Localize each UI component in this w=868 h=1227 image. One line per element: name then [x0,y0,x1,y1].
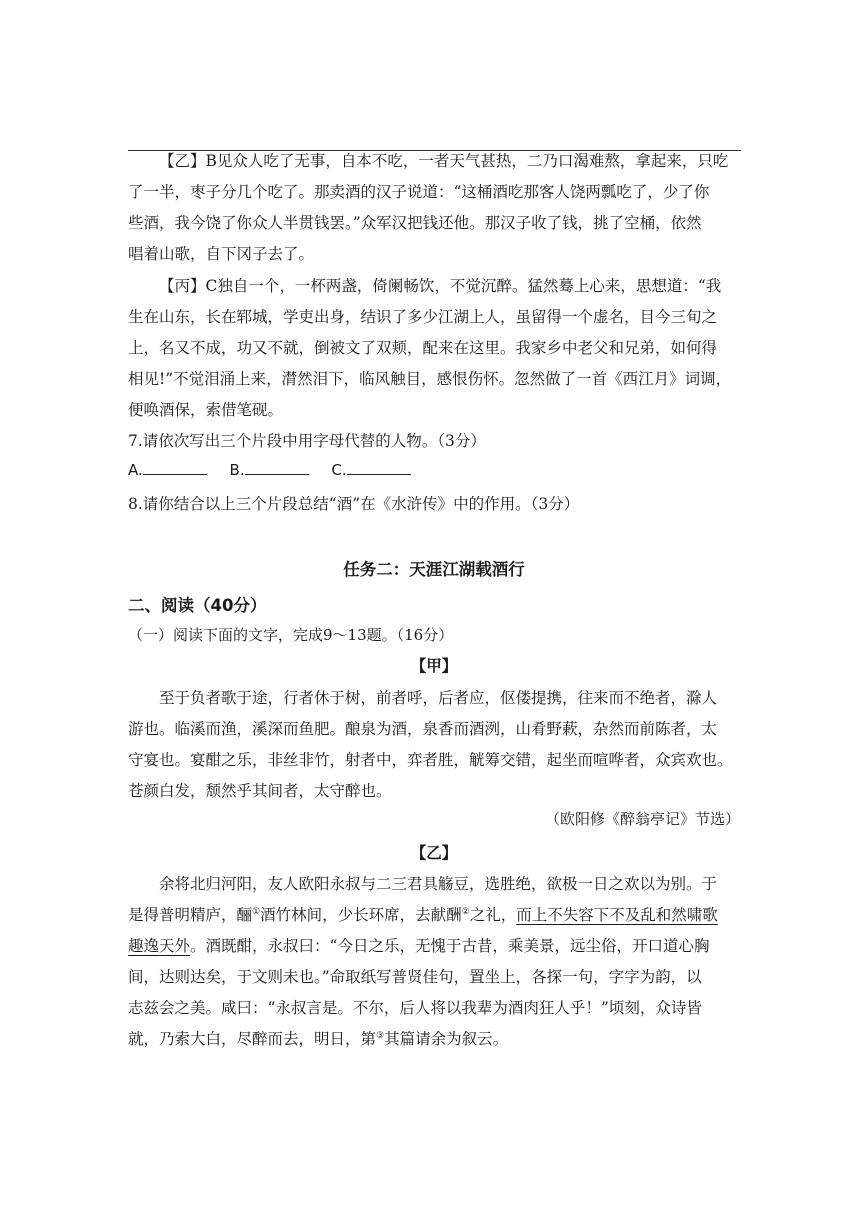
passage-line: 至于负者歌于途，行者休于树，前者呼，后者应，伛偻提携，往来而不绝者，滁人 [159,689,718,707]
blank-label-b: B. [229,461,245,479]
text-segment: 。酒既酣，永叔曰：“今日之乐，无愧于古昔，乘美景，远尘俗，开口道心胸 [190,937,710,955]
passage-yi-classical [128,869,741,1055]
passage-line: 些酒，我今饶了你众人半贯钱罢。”众军汉把钱还他。那汉子收了钱，挑了空桶，依然 [128,214,702,232]
passage-line: 苍颜白发，颓然乎其间者，太守醉也。 [128,782,392,800]
passage-bing [128,271,741,426]
passage-yi-water-margin [128,146,741,270]
passage-jia [128,683,741,807]
passage-line: 志兹会之美。咸曰：“永叔言是。不尔，后人将以我辈为酒肉狂人乎！”顷刻，众诗皆 [128,999,702,1017]
passage-line: 相见!”不觉泪涌上来，潸然泪下，临风触目，感恨伤怀。忽然做了一首《西江月》词调， [128,370,732,388]
passage-yi-heading: 【乙】 [410,843,458,862]
passage-line [128,900,741,931]
answer-blank-a[interactable] [143,460,207,475]
task-title: 任务二：天涯江湖载酒行 [343,560,525,579]
passage-line [128,931,741,962]
text-segment: 酒竹林间，少长环席，去献酬 [260,906,462,924]
footnote-marker-2: ② [461,906,470,917]
passage-jia-source: （欧阳修《醉翁亭记》节选） [544,810,740,828]
underlined-sentence: 趣逸天外 [128,937,191,955]
passage-line: 余将北归河阳，友人欧阳永叔与二三君具觞豆，选胜绝，欲极一日之欢以为别。于 [159,875,718,893]
footnote-marker-3: ③ [376,1030,385,1041]
question-8: 8.请你结合以上三个片段总结“酒”在《水浒传》中的作用。（3分） [128,495,580,513]
text-segment: 其篇请余为叙云。 [384,1030,509,1048]
passage-line: 了一半，枣子分几个吃了。那卖酒的汉子说道：“这桶酒吃那客人饶两瓢吃了，少了你 [128,183,710,201]
text-segment: 是得普明精庐，酾 [128,906,253,924]
answer-blank-c[interactable] [347,460,411,475]
passage-jia-heading: 【甲】 [410,656,458,675]
section-title: 二、阅读（40分） [128,596,267,615]
question-7: 7.请依次写出三个片段中用字母代替的人物。（3分） [128,432,486,450]
text-segment: 就，乃索大白，尽醉而去，明日，第 [128,1030,377,1048]
blank-label-c: C. [331,461,347,479]
blank-label-a: A. [128,461,143,479]
text-segment: 之礼， [469,906,517,924]
passage-line: 【丙】C独自一个，一杯两盏，倚阑畅饮，不觉沉醉。猛然蓦上心来，思想道：“我 [159,277,722,295]
answer-blank-b[interactable] [245,460,309,475]
passage-line: 便唤酒保，索借笔砚。 [128,401,284,419]
reading-instruction: （一）阅读下面的文字，完成9～13题。（16分） [128,626,454,644]
passage-line [128,1024,741,1055]
underlined-sentence: 而上不失容下不及乱和然啸歌 [516,906,718,924]
question-7-answer-blanks [128,460,429,479]
passage-line: 间，达则达矣，于文则未也。”命取纸写普贤佳句，置坐上，各探一句，字字为韵，以 [128,968,702,986]
passage-line: 上，名又不成，功又不就，倒被文了双颊，配来在这里。我家乡中老父和兄弟，如何得 [128,339,718,357]
passage-line: 唱着山歌，自下冈子去了。 [128,245,315,263]
footnote-marker-1: ① [252,906,261,917]
passage-line: 生在山东，长在郓城，学吏出身，结识了多少江湖上人，虽留得一个虚名，目今三旬之 [128,308,718,326]
passage-line: 【乙】B见众人吃了无事，自本不吃，一者天气甚热，二乃口渴难熬，拿起来，只吃 [159,152,729,170]
passage-line: 守宴也。宴酣之乐，非丝非竹，射者中，弈者胜，觥筹交错，起坐而喧哗者，众宾欢也。 [128,751,733,769]
passage-line: 游也。临溪而渔，溪深而鱼肥。酿泉为酒，泉香而酒洌，山肴野蔌，杂然而前陈者，太 [128,720,718,738]
